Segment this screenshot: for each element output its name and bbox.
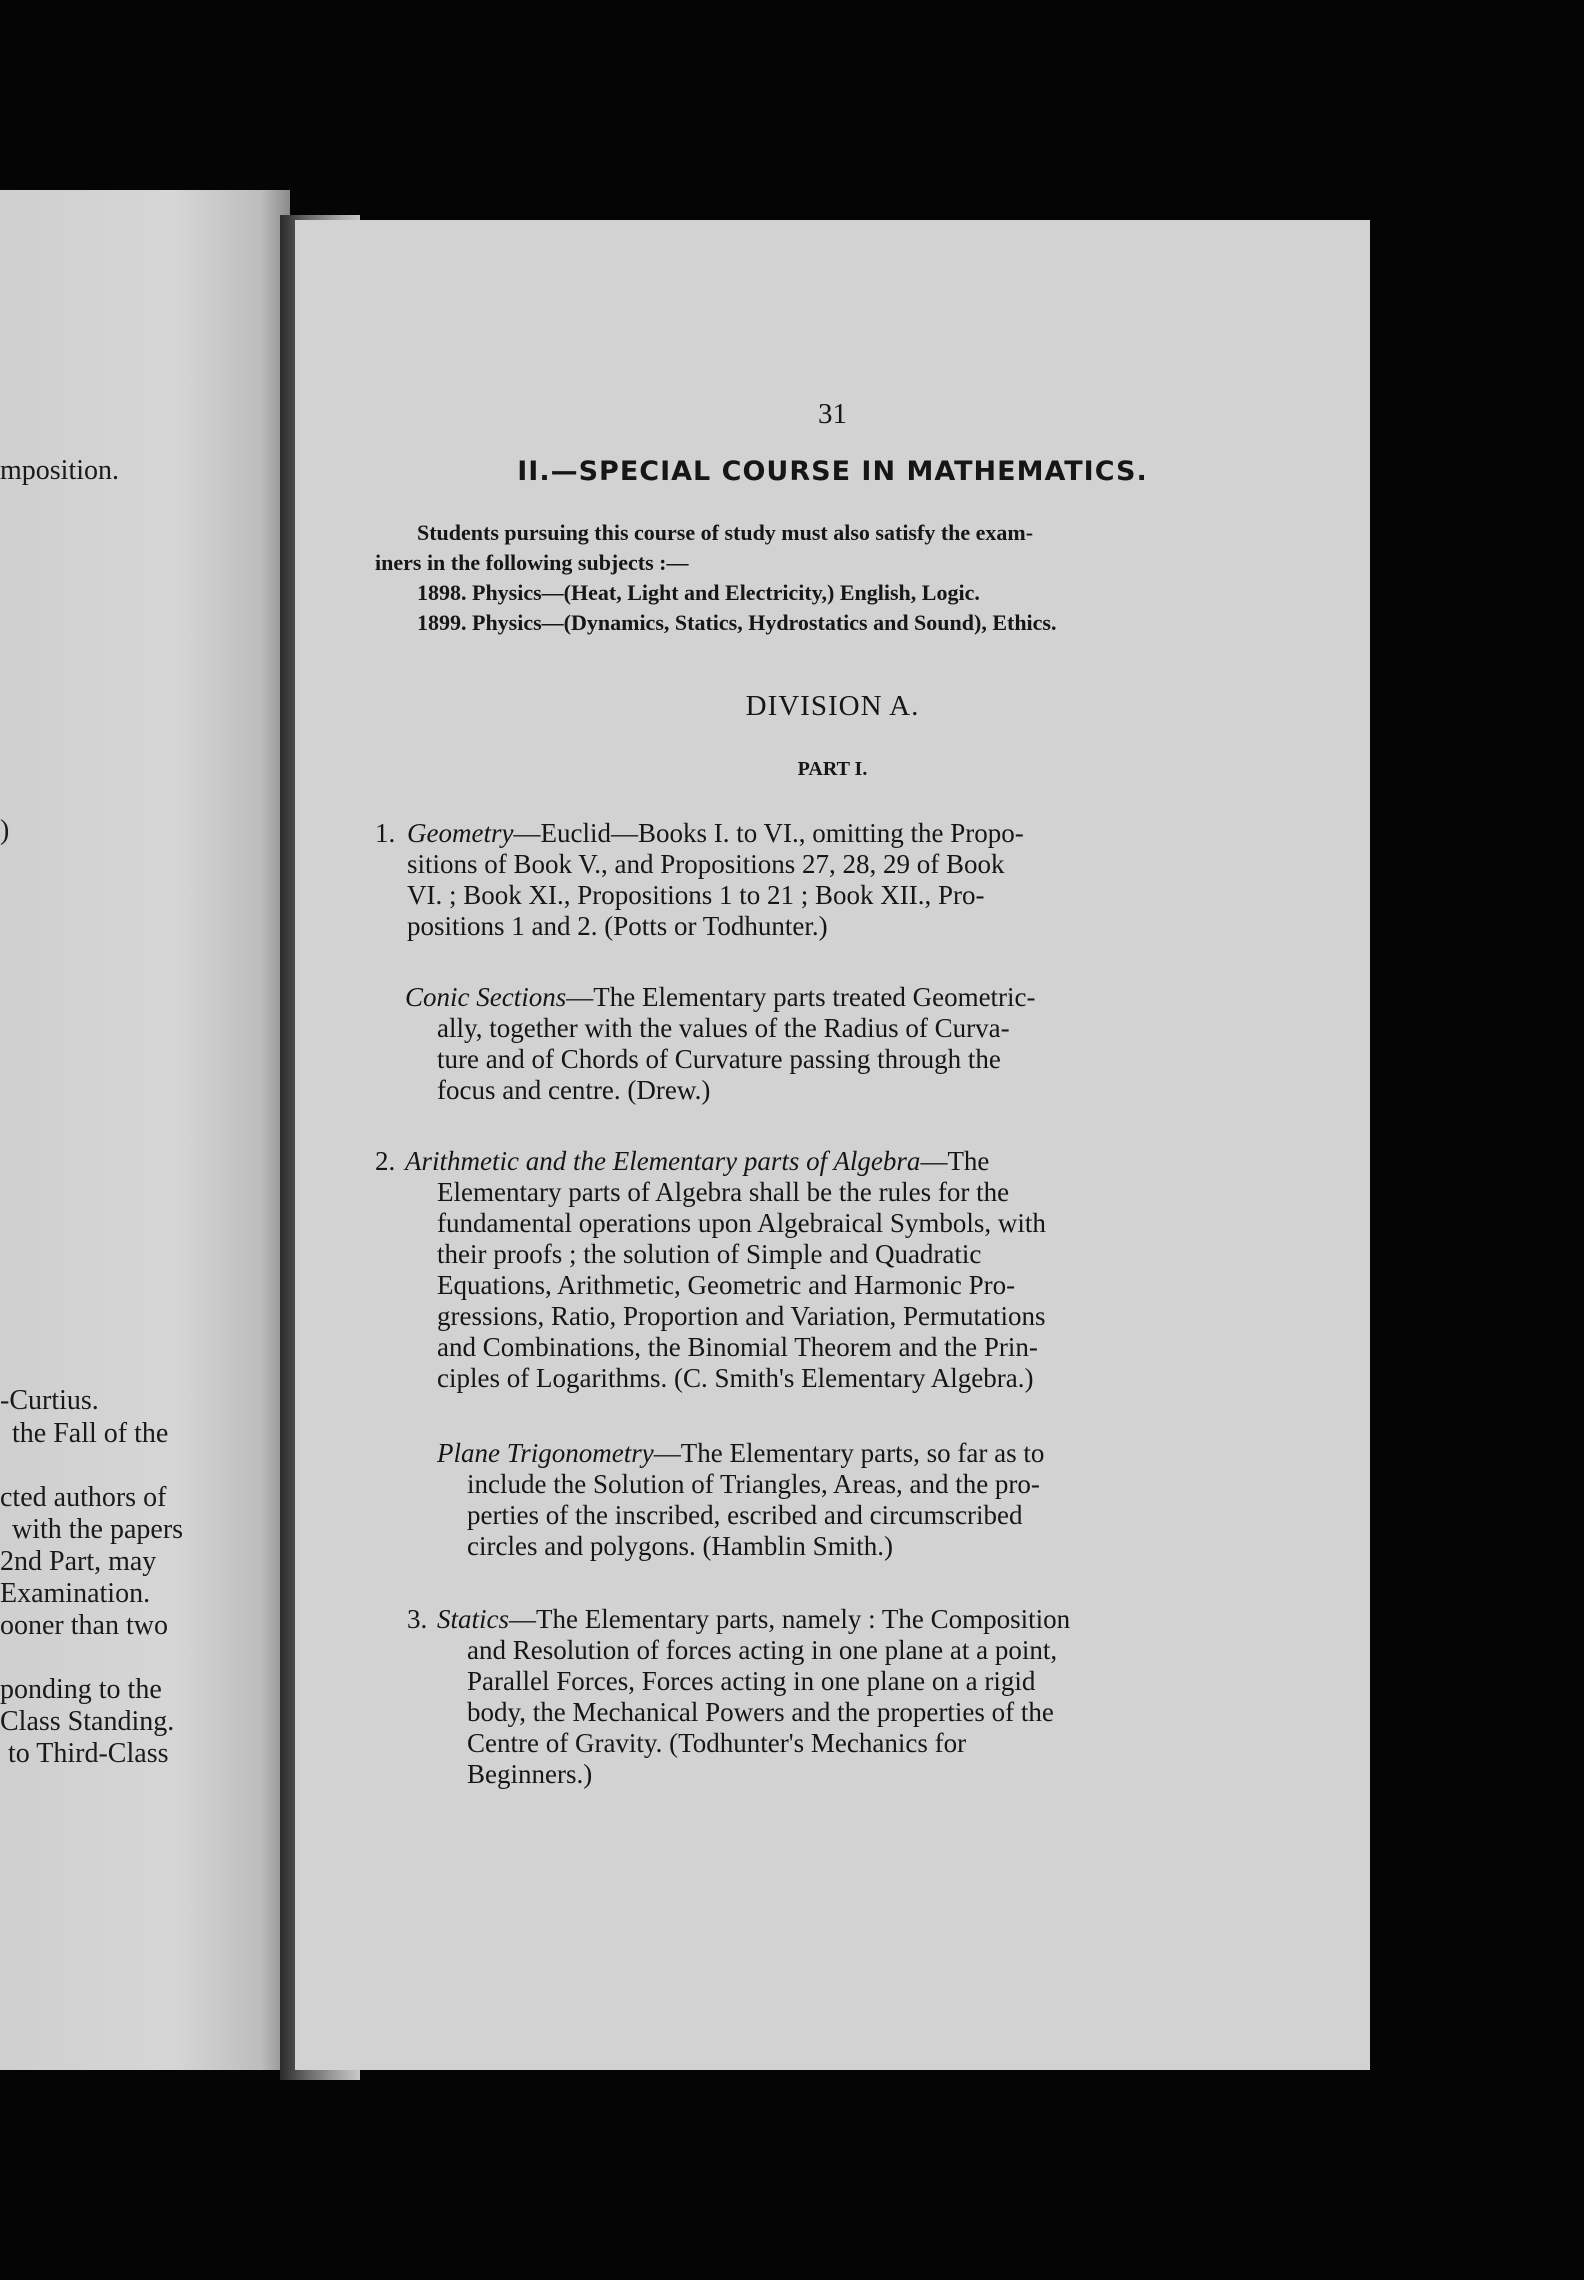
page-content [295,220,1370,2070]
item-title: Geometry [407,818,514,848]
left-page-line: ooner than two [0,1610,168,1641]
item-text: and Resolution of forces acting in one plane at a point, [467,1635,1058,1665]
item-text: perties of the inscribed, escribed and circumscribed [467,1500,1023,1530]
division-title: DIVISION A. [745,690,920,722]
left-page-line: ) [0,815,10,846]
left-page-line: ponding to the [0,1674,162,1705]
intro-paragraph [375,518,1275,578]
left-page-line: 2nd Part, may [0,1546,157,1577]
left-page-line: Examination. [0,1578,151,1609]
item-text: fundamental operations upon Algebraical Symbols, with [437,1208,1046,1238]
left-page-line: to Third-Class [8,1738,169,1769]
left-page-line: Class Standing. [0,1706,175,1737]
section-heading: II.—SPECIAL COURSE IN MATHEMATICS. [517,456,1148,487]
item-text: Elementary parts of Algebra shall be the rules for the [437,1177,1010,1207]
item-text: their proofs ; the solution of Simple and Quadratic [437,1239,982,1269]
part-title: PART I. [797,758,868,780]
item-title: Conic Sections [405,982,567,1012]
item-text: ciples of Logarithms. (C. Smith's Elementary Algebra.) [437,1363,1034,1393]
item-text: —The Elementary parts, namely : The Composition [509,1604,1071,1634]
intro-line: iners in the following subjects :— [375,550,689,575]
item-text: Parallel Forces, Forces acting in one plane on a rigid [467,1666,1036,1696]
left-page-line: mposition. [0,455,120,486]
item-title: Arithmetic and the Elementary parts of Algebra [405,1146,921,1176]
item-text: sitions of Book V., and Propositions 27, 28, 29 of Book [407,849,1005,879]
item-conic-sections [405,982,1212,1106]
left-page-line: the Fall of the [12,1418,169,1449]
item-text: ture and of Chords of Curvature passing through the [437,1044,1001,1074]
left-page-line: with the papers [12,1514,184,1545]
item-text: include the Solution of Triangles, Areas, and the pro- [467,1469,1040,1499]
left-page-line: -Curtius. [0,1385,99,1416]
intro-line: Students pursuing this course of study must also satisfy the exam- [417,520,1034,545]
subject-1899: 1899. Physics—(Dynamics, Statics, Hydrostatics and Sound), Ethics. [417,610,1057,635]
item-title: Plane Trigonometry [437,1438,654,1468]
item-text: gressions, Ratio, Proportion and Variation, Permutations [437,1301,1046,1331]
item-text: and Combinations, the Binomial Theorem and the Prin- [437,1332,1038,1362]
item-text: —The Elementary parts treated Geometric- [566,982,1036,1012]
item-title: Statics [437,1604,509,1634]
item-text: ally, together with the values of the Radius of Curva- [437,1013,1010,1043]
item-text: Beginners.) [467,1759,593,1789]
item-statics [407,1604,1212,1790]
item-number: 1. [375,818,396,848]
item-number: 3. [407,1604,428,1634]
left-page [0,190,290,2070]
item-text: —The Elementary parts, so far as to [653,1438,1045,1468]
item-text: body, the Mechanical Powers and the properties of the [467,1697,1054,1727]
right-page [295,220,1370,2070]
item-text: positions 1 and 2. (Potts or Todhunter.) [407,911,828,941]
item-text: circles and polygons. (Hamblin Smith.) [467,1531,893,1561]
left-page-line: cted authors of [0,1482,167,1513]
item-number: 2. [375,1146,396,1176]
item-text: —The [920,1146,990,1176]
item-text: Centre of Gravity. (Todhunter's Mechanics for [467,1728,967,1758]
item-text: —Euclid—Books I. to VI., omitting the Propo- [513,818,1024,848]
item-plane-trigonometry [437,1438,1212,1562]
item-text: focus and centre. (Drew.) [437,1075,711,1105]
item-text: VI. ; Book XI., Propositions 1 to 21 ; Book XII., Pro- [407,880,985,910]
page-number: 31 [818,398,847,430]
subject-1898: 1898. Physics—(Heat, Light and Electricity,) English, Logic. [417,580,980,605]
item-text: Equations, Arithmetic, Geometric and Harmonic Pro- [437,1270,1016,1300]
item-algebra [375,1146,1212,1394]
item-geometry [375,818,1212,942]
